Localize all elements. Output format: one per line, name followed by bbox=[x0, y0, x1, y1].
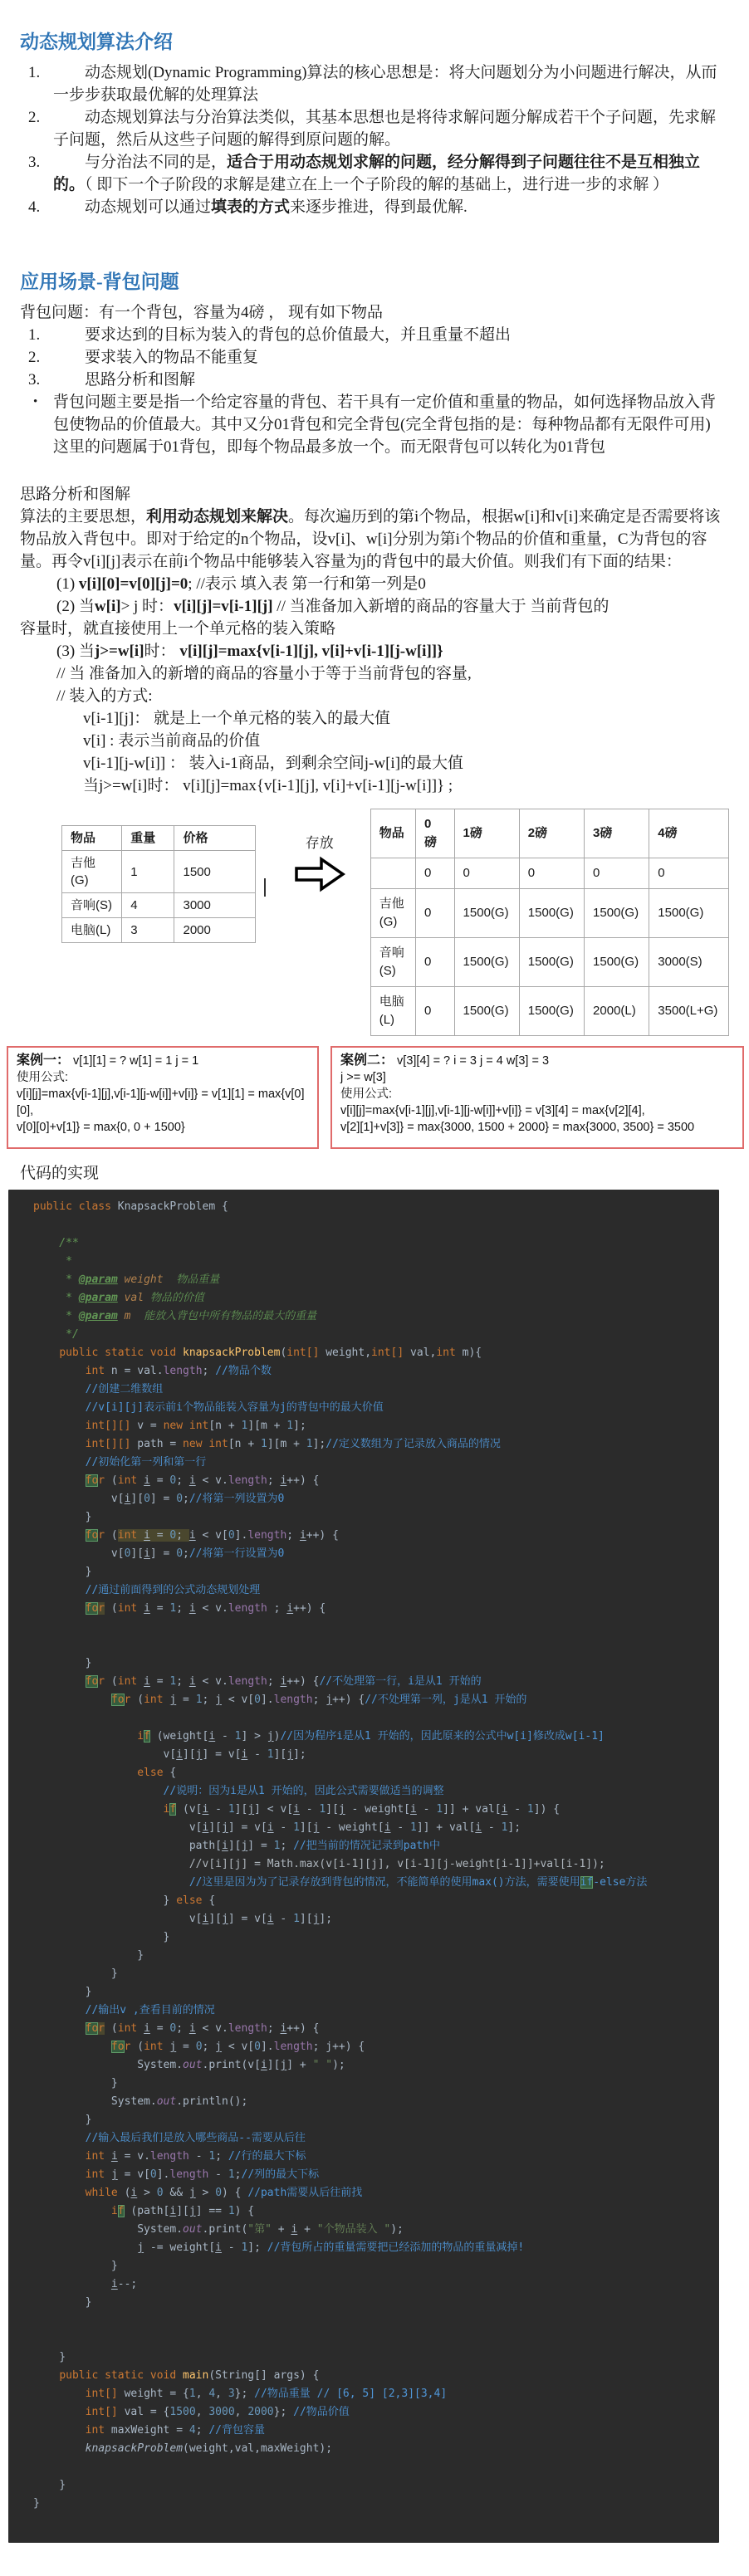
code-line: //通过前面得到的公式动态规划处理 bbox=[85, 1584, 261, 1596]
code-line: } bbox=[33, 1657, 92, 1669]
code-line: System.out.print(v[i][j] + " "); bbox=[33, 2059, 345, 2071]
list-text: 动态规划(Dynamic Programming)算法的核心思想是：将大问题划分为小问题进行解决，从而一步步获取最优解的处理算法 bbox=[53, 64, 717, 104]
code-line: knapsackProblem(weight,val,maxWeight); bbox=[85, 2442, 333, 2455]
list-item bbox=[20, 151, 729, 196]
code-line: //初始化第一列和第一行 bbox=[85, 1456, 207, 1469]
table-row: 电脑(L) 3 2000 bbox=[62, 918, 256, 943]
code-line: System.out.print("第" + i + "个物品装入 "); bbox=[33, 2223, 404, 2236]
analysis-paragraph: 算法的主要思想，利用动态规划来解决。每次遍历到的第i个物品，根据w[i]和v[i]来确定是否需要将该物品放入背包中。即对于给定的n个物品，设v[i]、w[i]分别为第i个物品的价值和重量，C为背包的容量。再令v[i][j]表示在前i个物品中能够装入容量为j的背包中的最大价值。则我们有下面的结果： bbox=[20, 508, 721, 570]
list-text: 与分治法不同的是，适合于用动态规划求解的问题，经分解得到子问题往往不是互相独立的。（ 即下一个子阶段的求解是建立在上一个子阶段的解的基础上，进行进一步的求解 ） bbox=[53, 154, 701, 193]
code-line: } bbox=[33, 1566, 92, 1578]
scenario-lead: 背包问题：有一个背包，容量为4磅 ， 现有如下物品 bbox=[20, 304, 384, 321]
code-line: while (i > 0 && j > 0) { //path需要从后往前找 bbox=[85, 2187, 363, 2199]
list-item bbox=[20, 196, 729, 218]
list-number: 2. bbox=[28, 349, 41, 366]
case-body bbox=[340, 1069, 734, 1136]
code-line: for (int i = 1; i < v.length ; i++) { bbox=[85, 1602, 326, 1615]
code-line: } bbox=[33, 2114, 92, 2126]
code-line: //创建二维数组 bbox=[85, 1383, 164, 1396]
code-line: path[i][j] = 1; //把当前的情况记录到path中 bbox=[33, 1840, 441, 1852]
code-line: else { bbox=[137, 1767, 177, 1779]
code-line bbox=[33, 1618, 712, 1636]
table-row: 吉他(G) 1 1500 bbox=[62, 851, 256, 893]
code-line: v[i][0] = 0;//将第一列设置为0 bbox=[33, 1493, 285, 1505]
knapsack-figure bbox=[61, 809, 729, 1036]
code-line: } bbox=[33, 2296, 92, 2309]
code-line: public class KnapsackProblem { bbox=[33, 1200, 228, 1213]
formula-line: 容量时，就直接使用上一个单元格的装入策略 bbox=[20, 620, 336, 638]
table-header-row: 物品 0 磅 1磅 2磅 3磅 4磅 bbox=[370, 809, 728, 858]
example-cases bbox=[7, 1046, 729, 1149]
case-line: 使用公式: bbox=[17, 1071, 69, 1084]
list-item bbox=[20, 61, 729, 106]
table-row: 吉他(G) 0 1500(G) 1500(G) 1500(G) 1500(G) bbox=[370, 889, 728, 938]
formula-line: (2) 当w[i]> j 时：v[i][j]=v[i-1][j] // 当准备加入新增的商品的容量大于 当前背包的 bbox=[56, 598, 609, 615]
code-lines bbox=[33, 1198, 712, 2513]
code-line: * @param val 物品的价值 bbox=[33, 1292, 204, 1304]
formula-line: 当j>=w[i]时： v[i][j]=max{v[i-1][j], v[i]+v[i-1][j-w[i]]} ; bbox=[83, 777, 453, 794]
code-line: * @param m 能放入背包中所有物品的最大的重量 bbox=[33, 1310, 317, 1322]
bullet-continuation: 这里的问题属于01背包，即每个物品最多放一个。而无限背包可以转化为01背包 bbox=[53, 438, 606, 456]
store-arrow-block bbox=[294, 832, 345, 899]
code-line bbox=[33, 2330, 712, 2349]
code-line: for (int i = 1; i < v.length; i++) {//不处理第一行，i是从1 开始的 bbox=[85, 1675, 482, 1688]
code-line: //v[i][j]表示前i个物品能装入容量为j的背包中的最大价值 bbox=[85, 1401, 384, 1414]
code-line: System.out.println(); bbox=[33, 2095, 248, 2108]
code-line: //说明：因为i是从1 开始的，因此公式需要做适当的调整 bbox=[163, 1785, 444, 1797]
table-row: 电脑(L) 0 1500(G) 1500(G) 2000(L) 3500(L+G) bbox=[370, 987, 728, 1036]
list-text: 要求达到的目标为装入的背包的总价值最大，并且重量不超出 bbox=[85, 326, 512, 344]
analysis-heading: 思路分析和图解 bbox=[20, 486, 131, 503]
case-line: v[2][1]+v[3]} = max{3000, 1500 + 2000} = max{3000, 3500} = 3500 bbox=[340, 1121, 695, 1134]
list-item bbox=[20, 106, 729, 151]
code-line: } bbox=[33, 2077, 118, 2090]
code-line bbox=[33, 2312, 712, 2330]
code-line: int[] val = {1500, 3000, 2000}; //物品价值 bbox=[85, 2406, 350, 2418]
code-line: for (int j = 0; j < v[0].length; j++) { bbox=[110, 2041, 365, 2053]
formula-line: v[i-1][j-w[i]] ： 装入i-1商品，到剩余空间j-w[i]的最大值 bbox=[83, 755, 464, 772]
case-body bbox=[17, 1069, 309, 1136]
code-line: for (int i = 0; i < v.length; i++) { bbox=[85, 1474, 320, 1487]
list-number: 1. bbox=[28, 64, 41, 81]
code-line: public static void knapsackProblem(int[] weight,int[] val,int m){ bbox=[59, 1347, 482, 1359]
code-line: int n = val.length; //物品个数 bbox=[85, 1365, 272, 1377]
code-line: j -= weight[i - 1]; //背包所占的重量需要把已经添加的物品的重量减掉! bbox=[137, 2241, 525, 2254]
list-item bbox=[20, 346, 729, 369]
bullet-item bbox=[20, 391, 729, 436]
store-label: 存放 bbox=[305, 835, 334, 851]
code-line: * bbox=[33, 1255, 72, 1268]
code-line: int[][] v = new int[n + 1][m + 1]; bbox=[85, 1420, 306, 1432]
code-line: } bbox=[33, 1967, 118, 1980]
table-row: 0 0 0 0 0 bbox=[370, 858, 728, 889]
code-line: * @param weight 物品重量 bbox=[33, 1273, 220, 1286]
code-line: //这里是因为为了记录存放到背包的情况，不能简单的使用max()方法，需要使用if-else方法 bbox=[188, 1876, 648, 1889]
code-line: } bbox=[33, 2351, 66, 2363]
case-line: j >= w[3] bbox=[340, 1071, 386, 1084]
bullet-text: 背包问题主要是指一个给定容量的背包、若干具有一定价值和重量的物品，如何选择物品放入背包使物品的价值最大。其中又分01背包和完全背包(完全背包指的是：每种物品都有无限件可用) bbox=[53, 393, 717, 433]
text-caret bbox=[264, 878, 266, 897]
case-head: v[1][1] = ? w[1] = 1 j = 1 bbox=[70, 1054, 199, 1068]
case-box-1 bbox=[7, 1046, 319, 1149]
scenario-list bbox=[20, 324, 729, 391]
formula-line: // 当 准备加入的新增的商品的容量小于等于当前背包的容量, bbox=[56, 665, 472, 682]
items-table bbox=[61, 825, 256, 943]
formula-line: v[i-1][j]： 就是上一个单元格的装入的最大值 bbox=[83, 710, 390, 727]
code-line: */ bbox=[33, 1328, 79, 1341]
code-line: } bbox=[33, 2260, 118, 2272]
code-line: } bbox=[33, 1511, 92, 1523]
case-line: v[i][j]=max{v[i-1][j],v[i-1][j-w[i]]+v[i]} = v[1][1] = max{v[0][0], bbox=[17, 1088, 305, 1117]
list-number: 3. bbox=[28, 154, 41, 171]
code-line: for (int i = 0; i < v[0].length; i++) { bbox=[85, 1529, 339, 1542]
code-line: int[][] path = new int[n + 1][m + 1];//定义数组为了记录放入商品的情况 bbox=[85, 1438, 501, 1450]
code-line: int maxWeight = 4; //背包容量 bbox=[85, 2424, 265, 2437]
code-line: public static void main(String[] args) { bbox=[59, 2369, 320, 2382]
case-title: 案例一： bbox=[17, 1053, 71, 1068]
code-line: i--; bbox=[110, 2278, 138, 2290]
case-line: v[0][0]+v[1]} = max{0, 0 + 1500} bbox=[17, 1121, 185, 1134]
code-line: } bbox=[33, 1949, 144, 1962]
list-number: 2. bbox=[28, 109, 41, 126]
list-text: 动态规划可以通过填表的方式来逐步推进，得到最优解. bbox=[85, 198, 468, 216]
list-text: 动态规划算法与分治算法类似，其基本思想也是将待求解问题分解成若干个子问题，先求解子问题，然后从这些子问题的解得到原问题的解。 bbox=[53, 109, 717, 149]
code-line: //输出v ,查看目前的情况 bbox=[85, 2004, 215, 2016]
code-line: int j = v[0].length - 1;//列的最大下标 bbox=[85, 2168, 320, 2181]
case-title: 案例二： bbox=[340, 1053, 394, 1068]
code-line: v[i][j] = v[i - 1][j]; bbox=[33, 1748, 306, 1761]
table-header-row: 物品 重量 价格 bbox=[62, 826, 256, 851]
code-line: for (int i = 0; i < v.length; i++) { bbox=[85, 2022, 320, 2035]
code-line: //输入最后我们是放入哪些商品--需要从后往 bbox=[85, 2132, 306, 2144]
case-head: v[3][4] = ? i = 3 j = 4 w[3] = 3 bbox=[394, 1054, 550, 1068]
list-text: 要求装入的物品不能重复 bbox=[85, 349, 259, 366]
code-line bbox=[33, 1216, 712, 1234]
list-item bbox=[20, 324, 729, 346]
table-row: 音响(S) 4 3000 bbox=[62, 893, 256, 918]
list-number: 4. bbox=[28, 198, 41, 216]
code-line: } bbox=[33, 2479, 66, 2491]
code-block bbox=[8, 1190, 719, 2543]
code-line bbox=[33, 1636, 712, 1655]
intro-list bbox=[20, 61, 729, 218]
code-line: v[i][j] = v[i - 1][j]; bbox=[33, 1913, 333, 1925]
scenario-heading: 应用场景-背包问题 bbox=[20, 271, 179, 292]
list-number: 1. bbox=[28, 326, 41, 344]
code-line: if (weight[i - 1] > j)//因为程序i是从1 开始的，因此原来的公式中w[i]修改成w[i-1] bbox=[137, 1730, 605, 1743]
case-line: 使用公式: bbox=[340, 1088, 393, 1101]
code-line: //v[i][j] = Math.max(v[i-1][j], v[i-1][j-weight[i-1]]+val[i-1]); bbox=[188, 1858, 605, 1870]
code-line: if (v[i - 1][j] < v[i - 1][j - weight[i - 1]] + val[i - 1]) { bbox=[163, 1803, 561, 1816]
case-line: v[i][j]=max{v[i-1][j],v[i-1][j-w[i]]+v[i]} = v[3][4] = max{v[2][4], bbox=[340, 1104, 645, 1117]
code-line: } else { bbox=[33, 1894, 216, 1907]
list-item bbox=[20, 369, 729, 391]
code-heading: 代码的实现 bbox=[20, 1165, 100, 1182]
table-row: 音响(S) 0 1500(G) 1500(G) 1500(G) 3000(S) bbox=[370, 938, 728, 987]
code-line: int[] weight = {1, 4, 3}; //物品重量 // [6, 5] [2,3][3,4] bbox=[85, 2388, 448, 2400]
intro-heading: 动态规划算法介绍 bbox=[20, 32, 173, 52]
code-line bbox=[33, 2458, 712, 2476]
case-box-2 bbox=[330, 1046, 744, 1149]
code-line: v[0][i] = 0;//将第一行设置为0 bbox=[33, 1547, 285, 1560]
code-line: /** bbox=[33, 1237, 79, 1249]
formula-line: (1) v[i][0]=v[0][j]=0; //表示 填入表 第一行和第一列是0 bbox=[56, 575, 426, 593]
code-line: } bbox=[33, 2497, 40, 2510]
formula-line: (3) 当j>=w[i]时： v[i][j]=max{v[i-1][j], v[i]+v[i-1][j-w[i]]} bbox=[56, 643, 443, 660]
code-line: for (int j = 1; j < v[0].length; j++) {//不处理第一列，j是从1 开始的 bbox=[110, 1694, 527, 1706]
formula-line: // 装入的方式: bbox=[56, 687, 153, 705]
list-number: 3. bbox=[28, 371, 41, 389]
right-arrow-icon bbox=[294, 856, 345, 892]
dp-table bbox=[370, 809, 729, 1036]
code-line: } bbox=[33, 1986, 92, 1998]
code-line: int i = v.length - 1; //行的最大下标 bbox=[85, 2150, 306, 2163]
list-text: 思路分析和图解 bbox=[85, 371, 196, 389]
bullet-marker-icon: • bbox=[33, 395, 38, 408]
analysis-formula-lines bbox=[20, 573, 729, 797]
code-line: } bbox=[33, 1931, 170, 1943]
code-line bbox=[33, 1709, 712, 1728]
code-line: if (path[i][j] == 1) { bbox=[110, 2205, 255, 2217]
code-line: v[i][j] = v[i - 1][j - weight[i - 1]] + val[i - 1]; bbox=[33, 1821, 521, 1834]
formula-line: v[i] : 表示当前商品的价值 bbox=[83, 732, 261, 750]
